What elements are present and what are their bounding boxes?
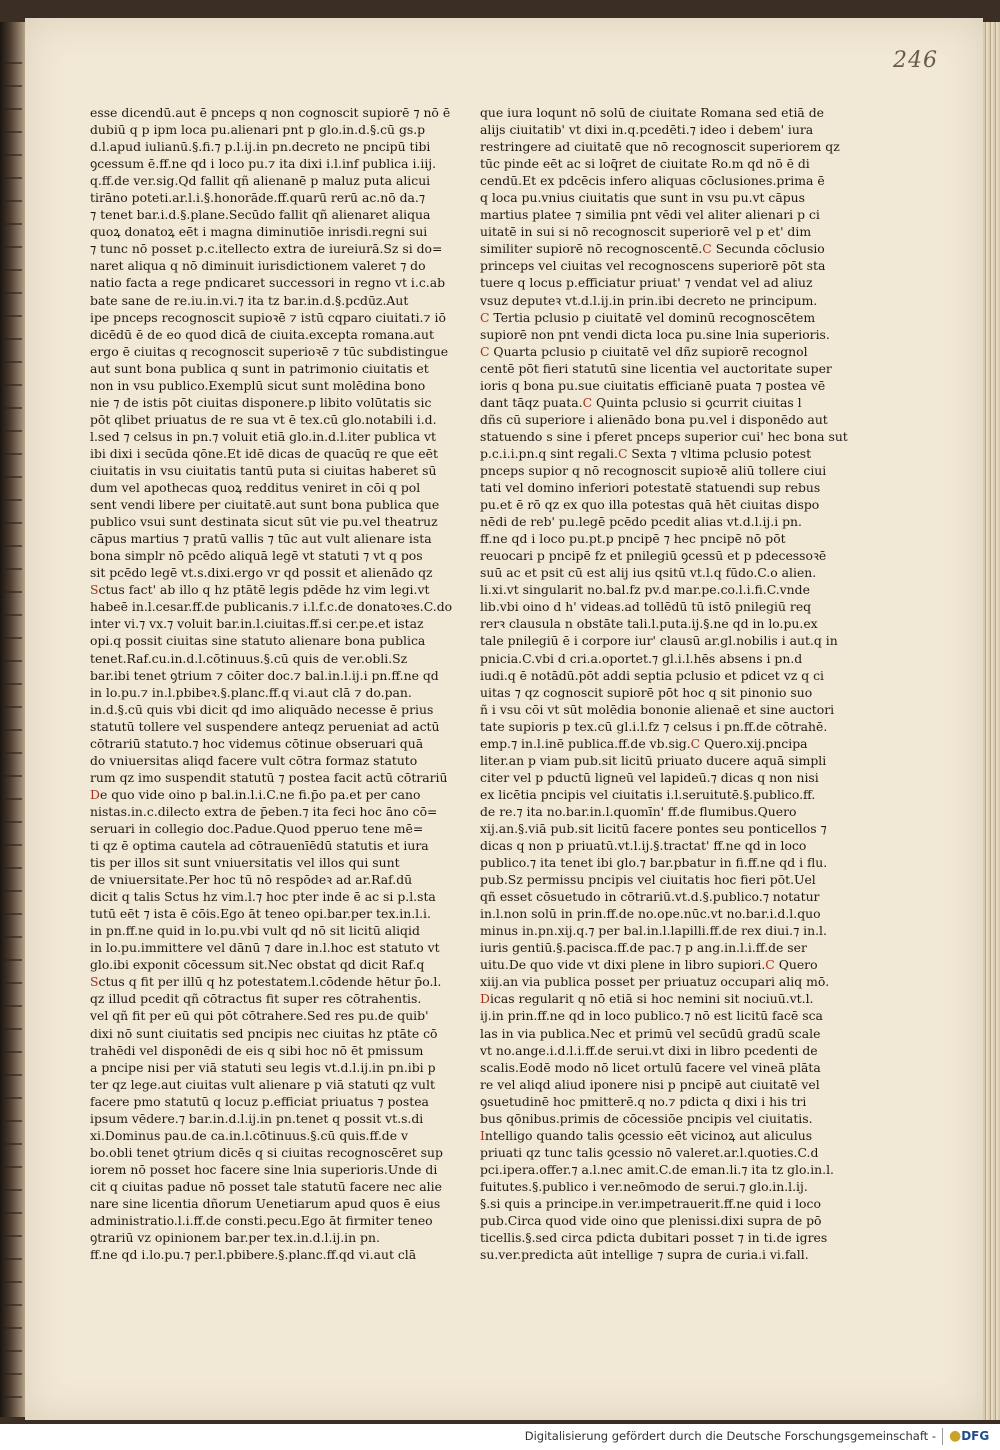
text-line: iudi.q ē notādū.pōt addi septia pclusio et pdicet vz q ci: [480, 667, 824, 683]
spine-strip: [4, 683, 22, 685]
text-line: §.si quis a principe.in ver.impetrauerit.ff.ne quid i loco: [480, 1196, 821, 1211]
text-line: ipsum vēdere.⁊ bar.in.d.l.ij.in pn.tenet q possit vt.s.di: [90, 1110, 424, 1126]
text-line: fuitutes.§.publico i ver.neōmodo de serui.⁊ glo.in.l.ij.: [480, 1178, 808, 1194]
text-line: dicit q talis Sctus hz vim.l.⁊ hoc pter inde ē ac si p.l.sta: [90, 889, 436, 905]
text-line: facere pmo statutū q locuz p.efficiat priuatus ⁊ postea: [90, 1093, 429, 1109]
text-line: in pn.ff.ne quid in lo.pu.vbi vult qd nō sit licitū aliqid: [90, 923, 420, 939]
text-line: l.sed ⁊ celsus in pn.⁊ voluit etiā glo.in.d.l.iter publica vt: [90, 428, 437, 444]
text-line: d.l.apud iulianū.§.fi.⁊ p.l.ij.in pn.decreto ne pncipū tibi: [90, 139, 431, 155]
spine-strip: [4, 568, 22, 570]
text-line: lib.vbi oino d h' videas.ad tollēdū tū istō pnilegiū req: [480, 599, 812, 615]
spine-strip: [4, 1304, 22, 1306]
text-line: cāpus martius ⁊ pratū vallis ⁊ tūc aut vult alienare ista: [90, 531, 432, 547]
text-column-left: [90, 104, 453, 1263]
spine-strip: [4, 200, 22, 202]
text-line: tate supioris p tex.cū gl.i.l.fz ⁊ celsus i pn.ff.de cōtrahē.: [480, 718, 828, 734]
text-line: dum vel apothecas quoꝝ redditus veniret in cōi q pol: [90, 480, 421, 496]
spine-strip: [4, 85, 22, 87]
text-line: reuocari p pncipē fz et pnilegiū ꝯcessū et p pdecessoꝛē: [480, 548, 827, 564]
spine-strip: [4, 1212, 22, 1214]
text-line: uitu.De quo vide vt dixi plene in libro supiori.C Quero: [480, 957, 818, 973]
text-line: inter vi.⁊ vx.⁊ voluit bar.in.l.ciuitas.ff.si cer.pe.et istaz: [90, 616, 424, 632]
text-line: dubiū q p ipm loca pu.alienari pnt p glo.in.d.§.cū gs.p: [90, 122, 426, 138]
text-line: in lo.pu.immittere vel dānū ⁊ dare in.l.hoc est statuto vt: [90, 940, 440, 956]
text-line: aut sunt bona publica q sunt in patrimonio ciuitatis et: [90, 360, 429, 376]
spine-strip: [4, 545, 22, 547]
book-spine-edge: [0, 22, 28, 1417]
spine-strip: [4, 315, 22, 317]
spine-strip: [4, 798, 22, 800]
text-line: ff.ne qd i loco pu.pt.p pncipē ⁊ hec pncipē nō pōt: [480, 531, 786, 547]
text-line: cendū.Et ex pdcēcis infero aliquas cōclusiones.prima ē: [480, 173, 825, 189]
spine-strip: [4, 706, 22, 708]
spine-strip: [4, 338, 22, 340]
spine-strip: [4, 269, 22, 271]
text-line: uitas ⁊ qz cognoscit supiorē pōt hoc q sit pinonio suo: [480, 684, 813, 700]
text-line: iorem nō posset hoc facere sine lnia superioris.Unde di: [90, 1161, 438, 1177]
spine-strip: [4, 131, 22, 133]
text-line: citer vel p pductū ligneū vel lapideū.⁊ dicas q non nisi: [480, 769, 819, 785]
text-line: dicas q non p priuatū.vt.l.ij.§.tractat' ff.ne qd in loco: [480, 838, 807, 854]
text-line: suū ac et psit cū est alij ius qsitū vt.l.q fūdo.C.o alien.: [480, 565, 817, 581]
text-line: statuendo s sine i pferet pnceps superior cui' hec bona sut: [480, 428, 848, 444]
text-line: similiter supiorē nō recognoscentē.C Secunda cōclusio: [480, 241, 825, 257]
text-line: cit q ciuitas padue nō posset tale statutū facere nec alie: [90, 1178, 442, 1194]
text-line: pub.Circa quod vide oino que plenissi.dixi supra de pō: [480, 1213, 822, 1229]
text-line: publico.⁊ ita tenet ibi glo.⁊ bar.pbatur in fi.ff.ne qd i flu.: [480, 855, 828, 871]
spine-strip: [4, 1327, 22, 1329]
spine-strip: [4, 476, 22, 478]
spine-strip: [4, 62, 22, 64]
text-line: ff.ne qd i.lo.pu.⁊ per.l.pbibere.§.planc.ff.qd vi.aut clā: [90, 1247, 417, 1263]
spine-strip: [4, 844, 22, 846]
text-line: ꝯsuetudinē hoc pmitterē.q no.⁊ pdicta q dixi i his tri: [480, 1093, 807, 1109]
text-line: tati vel domino inferiori potestatē statuendi sup rebus: [480, 480, 821, 496]
text-line: bate sane de re.iu.in.vi.⁊ ita tz bar.in.d.§.pcdūz.Aut: [90, 292, 409, 308]
text-line: vt no.ange.i.d.l.i.ff.de serui.vt dixi in libro pcedenti de: [480, 1042, 818, 1058]
spine-strip: [4, 1258, 22, 1260]
text-line: statutū tollere vel suspendere anteqz perueniat ad actū: [90, 718, 440, 734]
text-line: ticellis.§.sed circa pdicta dubitari posset ⁊ in ti.de igres: [480, 1230, 828, 1246]
spine-strip: [4, 1396, 22, 1398]
text-line: tirāno poteti.ar.l.i.§.honorāde.ff.quarū rerū ac.nō da.⁊: [90, 190, 426, 206]
text-line: tutū eēt ⁊ ista ē cōis.Ego āt teneo opi.bar.per tex.in.l.i.: [90, 906, 431, 922]
text-line: ⁊ tenet bar.i.d.§.plane.Secūdo fallit qñ alienaret aliqua: [90, 207, 431, 223]
text-line: pub.Sz permissu pncipis vel ciuitatis hoc fieri pōt.Uel: [480, 872, 816, 888]
text-line: trahēdi vel disponēdi de eis q sibi hoc nō ēt pmissum: [90, 1042, 424, 1058]
text-line: opi.q possit ciuitas sine statuto alienare bona publica: [90, 633, 426, 649]
text-line: ibi dixi i secūda qōne.Et idē dicas de quacūq re que eēt: [90, 445, 438, 461]
text-column-right: [480, 104, 848, 1263]
dfg-logo: ●DFG: [942, 1428, 992, 1445]
text-line: nistas.in.c.dilecto extra de p̄eben.⁊ ita feci hoc āno cō=: [90, 803, 438, 819]
spine-strip: [4, 867, 22, 869]
spine-strip: [4, 982, 22, 984]
text-line: dixi nō sunt ciuitatis sed pncipis nec ciuitas hz ptāte cō: [90, 1025, 438, 1041]
spine-strip: [4, 1028, 22, 1030]
text-line: vsuz deputeꝛ vt.d.l.ij.in prin.ibi decreto ne principum.: [480, 292, 818, 308]
text-line: ꝯtrariū vz opinionem bar.per tex.in.d.l.ij.in pn.: [90, 1230, 380, 1246]
text-line: emp.⁊ in.l.inē publica.ff.de vb.sig.C Quero.xij.pncipa: [480, 735, 808, 751]
spine-strip: [4, 1350, 22, 1352]
text-line: cōtrariū statuto.⁊ hoc videmus cōtinue obseruari quā: [90, 735, 424, 751]
text-line: priuati qz tunc talis ꝯcessio nō valeret.ar.l.quoties.C.d: [480, 1144, 819, 1160]
text-line: tūc pinde eēt ac si loq̄ret de ciuitate Ro.m qd nō ē di: [480, 156, 810, 172]
text-line: ñ i vsu cōi vt sūt molēdia bononie alienaē et sine auctori: [480, 701, 835, 717]
text-line: xij.an.§.viā pub.sit licitū facere pontes seu ponticellos ⁊: [480, 820, 827, 836]
spine-strip: [4, 361, 22, 363]
text-line: De quo vide oino p bal.in.l.i.C.ne fi.p̄o pa.et per cano: [90, 786, 421, 802]
text-line: nēdi de reb' pu.legē pcēdo pcedit alias vt.d.l.ij.i pn.: [480, 514, 802, 530]
spine-strip: [4, 1189, 22, 1191]
text-line: pnicia.C.vbi d cri.a.oportet.⁊ gl.i.l.hēs absens i pn.d: [480, 650, 803, 666]
text-line: xiij.an via publica posset per priuatuz occupari aliq mō.: [480, 974, 830, 990]
text-line: do vniuersitas aliqd facere vult cōtra formaz statuto: [90, 752, 418, 768]
text-line: princeps vel ciuitas vel recognoscens superiorē pōt sta: [480, 258, 826, 274]
spine-strip: [4, 660, 22, 662]
spine-strip: [4, 430, 22, 432]
text-line: administratio.l.i.ff.de consti.pecu.Ego āt firmiter teneo: [90, 1213, 433, 1229]
text-line: ciuitatis in vsu ciuitatis tantū puta si ciuitas haberet sū: [90, 462, 437, 478]
text-line: ergo ē ciuitas q recognoscit superioꝛē ⁊ tūc subdistingue: [90, 343, 449, 359]
spine-strip: [4, 890, 22, 892]
spine-strip: [4, 591, 22, 593]
text-line: bar.ibi tenet ꝯtrium ⁊ cōiter doc.⁊ bal.in.l.ij.i pn.ff.ne qd: [90, 667, 439, 683]
text-line: rerꝛ clausula n obstāte tali.l.puta.ij.§.ne qd in lo.pu.ex: [480, 616, 818, 632]
text-line: qñ esset cōsuetudo in cōtrariū.vt.d.§.publico.⁊ notatur: [480, 889, 820, 905]
spine-strip: [4, 614, 22, 616]
spine-strip: [4, 959, 22, 961]
text-line: centē pōt fieri statutū sine licentia vel auctoritate super: [480, 360, 832, 376]
spine-strip: [4, 384, 22, 386]
text-line: esse dicendū.aut ē pnceps q non cognoscit supiorē ⁊ nō ē: [90, 105, 451, 120]
text-line: C Tertia pclusio p ciuitatē vel dominū recognoscētem: [480, 309, 816, 325]
spine-strip: [4, 453, 22, 455]
text-line: ter qz lege.aut ciuitas vult alienare p viā statuti qz vult: [90, 1076, 435, 1092]
text-line: alijs ciuitatib' vt dixi in.q.pcedēti.⁊ ideo i debem' iura: [480, 122, 814, 138]
spine-strip: [4, 637, 22, 639]
text-line: Intelligo quando talis ꝯcessio eēt vicinoꝝ aut aliculus: [480, 1127, 813, 1143]
text-line: ꝯcessum ē.ff.ne qd i loco pu.⁊ ita dixi i.l.inf publica i.iij.: [90, 156, 437, 172]
text-line: re vel aliqd aliud iponere nisi p pncipē aut ciuitatē vel: [480, 1076, 820, 1092]
text-line: martius platee ⁊ similia pnt vēdi vel aliter alienari p ci: [480, 207, 820, 223]
text-line: de vniuersitate.Per hoc tū nō respōdeꝛ ad ar.Raf.dū: [90, 872, 413, 888]
text-line: iuris gentiū.§.pacisca.ff.de pac.⁊ p ang.in.l.i.ff.de ser: [480, 940, 807, 956]
spine-strip: [4, 1005, 22, 1007]
spine-strip: [4, 1373, 22, 1375]
text-line: sent vendi libere per ciuitatē.aut sunt bona publica que: [90, 497, 440, 513]
text-line: las in via publica.Nec et primū vel secūdū gradū scale: [480, 1025, 821, 1041]
page-stack-edge: [983, 22, 1000, 1420]
text-line: liter.an p viam pub.sit licitū priuato ducere aquā simpli: [480, 752, 827, 768]
text-line: xi.Dominus pau.de ca.in.l.cōtinuus.§.cū quis.ff.de v: [90, 1127, 408, 1143]
spine-strip: [4, 407, 22, 409]
text-line: naret aliqua q nō diminuit iurisdictionem valeret ⁊ do: [90, 258, 426, 274]
spine-strip: [4, 1074, 22, 1076]
text-line: ipe pnceps recognoscit supioꝛē ⁊ istū cqparo ciuitati.⁊ iō: [90, 309, 446, 325]
text-line: uitatē in sui si nō recognoscit superiorē vel p et' dim: [480, 224, 812, 240]
text-line: vel qñ fit per eū qui pōt cōtrahere.Sed res pu.de quib': [90, 1008, 429, 1024]
text-line: a pncipe nisi per viā statuti seu legis vt.d.l.ij.in pn.ibi p: [90, 1059, 436, 1075]
spine-strip: [4, 1166, 22, 1168]
funding-credit: Digitalisierung gefördert durch die Deutsche Forschungsgemeinschaft -: [524, 1429, 936, 1443]
text-line: in.d.§.cū quis vbi dicit qd imo aliquādo necesse ē prius: [90, 701, 434, 717]
text-line: minus in.pn.xij.q.⁊ per bal.in.l.lapilli.ff.de rex diui.⁊ in.l.: [480, 923, 827, 939]
text-line: tis per illos sit sunt vniuersitatis vel illos qui sunt: [90, 855, 400, 871]
text-line: qz illud pcedit qñ cōtractus fit super res cōtrahentis.: [90, 991, 422, 1007]
spine-strip: [4, 729, 22, 731]
text-line: de re.⁊ ita no.bar.in.l.quomīn' ff.de flumibus.Quero: [480, 803, 797, 819]
text-line: tuere q locus p.efficiatur priuat' ⁊ vendat vel ad aliuz: [480, 275, 813, 291]
spine-strip: [4, 821, 22, 823]
spine-strip: [4, 1281, 22, 1283]
text-line: ⁊ tunc nō posset p.c.itellecto extra de iureiurā.Sz si do=: [90, 241, 443, 257]
spine-strip: [4, 108, 22, 110]
spine-strip: [4, 775, 22, 777]
digitization-footer: [0, 1424, 1000, 1450]
text-line: q.ff.de ver.sig.Qd fallit qñ alienanē p maluz puta alicui: [90, 173, 431, 189]
text-line: bus qōnibus.primis de cōcessiōe pncipis vel ciuitatis.: [480, 1110, 813, 1126]
spine-strip: [4, 1235, 22, 1237]
spine-strip: [4, 1051, 22, 1053]
text-line: Dicas regularit q nō etiā si hoc nemini sit nociuū.vt.l.: [480, 991, 814, 1007]
text-line: natio facta a rege pndicaret successori in regno vt i.c.ab: [90, 275, 446, 291]
spine-strip: [4, 522, 22, 524]
spine-strip: [4, 1120, 22, 1122]
spine-strip: [4, 913, 22, 915]
text-line: in.l.non solū in prin.ff.de no.ope.nūc.vt no.bar.i.d.l.quo: [480, 906, 821, 922]
text-line: C Quarta pclusio p ciuitatē vel dñz supiorē recognol: [480, 343, 808, 359]
spine-strip: [4, 292, 22, 294]
text-line: pōt qlibet priuatus de re sua vt ē tex.cū glo.notabili i.d.: [90, 411, 437, 427]
text-line: in lo.pu.⁊ in.l.pbibeꝛ.§.planc.ff.q vi.aut clā ⁊ do.pan.: [90, 684, 412, 700]
text-line: ex licētia pncipis vel ciuitatis i.l.seruitutē.§.publico.ff.: [480, 786, 816, 802]
text-line: quoꝝ donatoꝝ eēt i magna diminutiōe inrisdi.regni sui: [90, 224, 428, 240]
text-line: tale pnilegiū ē i corpore iur' clausū ar.gl.nobilis i aut.q in: [480, 633, 838, 649]
text-line: nie ⁊ de istis pōt ciuitas disponere.p libito volūtatis sic: [90, 394, 432, 410]
text-line: ti qz ē optima cautela ad cōtrauenīēdū statutis et iura: [90, 838, 429, 854]
spine-strip: [4, 1143, 22, 1145]
text-line: tenet.Raf.cu.in.d.l.cōtinuus.§.cū quis de ver.obli.Sz: [90, 650, 408, 666]
text-line: pci.ipera.offer.⁊ a.l.nec amit.C.de eman.li.⁊ ita tz glo.in.l.: [480, 1161, 834, 1177]
text-line: que iura loqunt nō solū de ciuitate Romana sed etiā de: [480, 105, 825, 120]
text-line: p.c.i.i.pn.q sint regali.C Sexta ⁊ vltima pclusio potest: [480, 445, 812, 461]
text-line: Sctus q fit per illū q hz potestatem.l.cōdende hētur p̄o.l.: [90, 974, 442, 990]
text-line: sit pcēdo legē vt.s.dixi.ergo vr qd possit et alienādo qz: [90, 565, 433, 581]
text-line: bo.obli tenet ꝯtrium dicēs q si ciuitas recognoscēret sup: [90, 1144, 443, 1160]
text-line: dicēdū ē de eo quod dicā de ciuita.excepta romana.aut: [90, 326, 434, 342]
text-line: Sctus fact' ab illo q hz ptātē legis pdēde hz vim legi.vt: [90, 582, 430, 598]
text-line: habeē in.l.cesar.ff.de publicanis.⁊ i.l.f.c.de donatoꝛes.C.do: [90, 599, 453, 615]
spine-strip: [4, 246, 22, 248]
text-line: q loca pu.vnius ciuitatis que sunt in vsu pu.vt cāpus: [480, 190, 806, 206]
text-line: publico vsui sunt destinata sicut sūt vie pu.vel theatruz: [90, 514, 438, 530]
text-line: non in vsu publico.Exemplū sicut sunt molēdina bono: [90, 377, 426, 393]
spine-strip: [4, 177, 22, 179]
text-line: ij.in prin.ff.ne qd in loco publico.⁊ nō est licitū facē sca: [480, 1008, 823, 1024]
text-line: seruari in collegio doc.Padue.Quod pperuo tene mē=: [90, 820, 424, 836]
spine-strip: [4, 154, 22, 156]
text-line: pu.et ē rō qz ex quo illa potestas quā hēt ciuitas dispo: [480, 497, 820, 513]
text-line: nare sine licentia dñorum Uenetiarum apud quos ē eius: [90, 1196, 441, 1211]
text-line: glo.ibi exponit cōcessum sit.Nec obstat qd dicit Raf.q: [90, 957, 425, 973]
text-line: li.xi.vt singularit no.bal.fz pv.d mar.pe.co.l.i.fi.C.vnde: [480, 582, 810, 598]
spine-strip: [4, 936, 22, 938]
text-line: dñs cū superiore i alienādo bona pu.vel i disponēdo aut: [480, 411, 828, 427]
spine-strip: [4, 223, 22, 225]
text-line: rum qz imo suspendit statutū ⁊ postea facit actū cōtrariū: [90, 769, 448, 785]
text-line: restringere ad ciuitatē que nō recognoscit superiorem qz: [480, 139, 840, 155]
text-line: supiorē non pnt vendi dicta loca pu.sine lnia superioris.: [480, 326, 830, 342]
text-line: pnceps supior q nō recognoscit supioꝛē aliū tollere ciui: [480, 462, 827, 478]
folio-number: 246: [893, 48, 938, 73]
spine-strip: [4, 752, 22, 754]
text-line: dant tāqz puata.C Quinta pclusio si ꝯcurrit ciuitas l: [480, 394, 802, 410]
spine-strip: [4, 499, 22, 501]
spine-strip: [4, 1097, 22, 1099]
text-line: ioris q bona pu.sue ciuitatis efficianē puata ⁊ postea vē: [480, 377, 826, 393]
text-line: bona simplr nō pcēdo aliquā legē vt statuti ⁊ vt q pos: [90, 548, 423, 564]
text-line: su.ver.predicta aūt intellige ⁊ supra de curia.i vi.fall.: [480, 1247, 809, 1263]
text-line: scalis.Eodē modo nō licet ortulū facere vel vineā plāta: [480, 1059, 821, 1075]
